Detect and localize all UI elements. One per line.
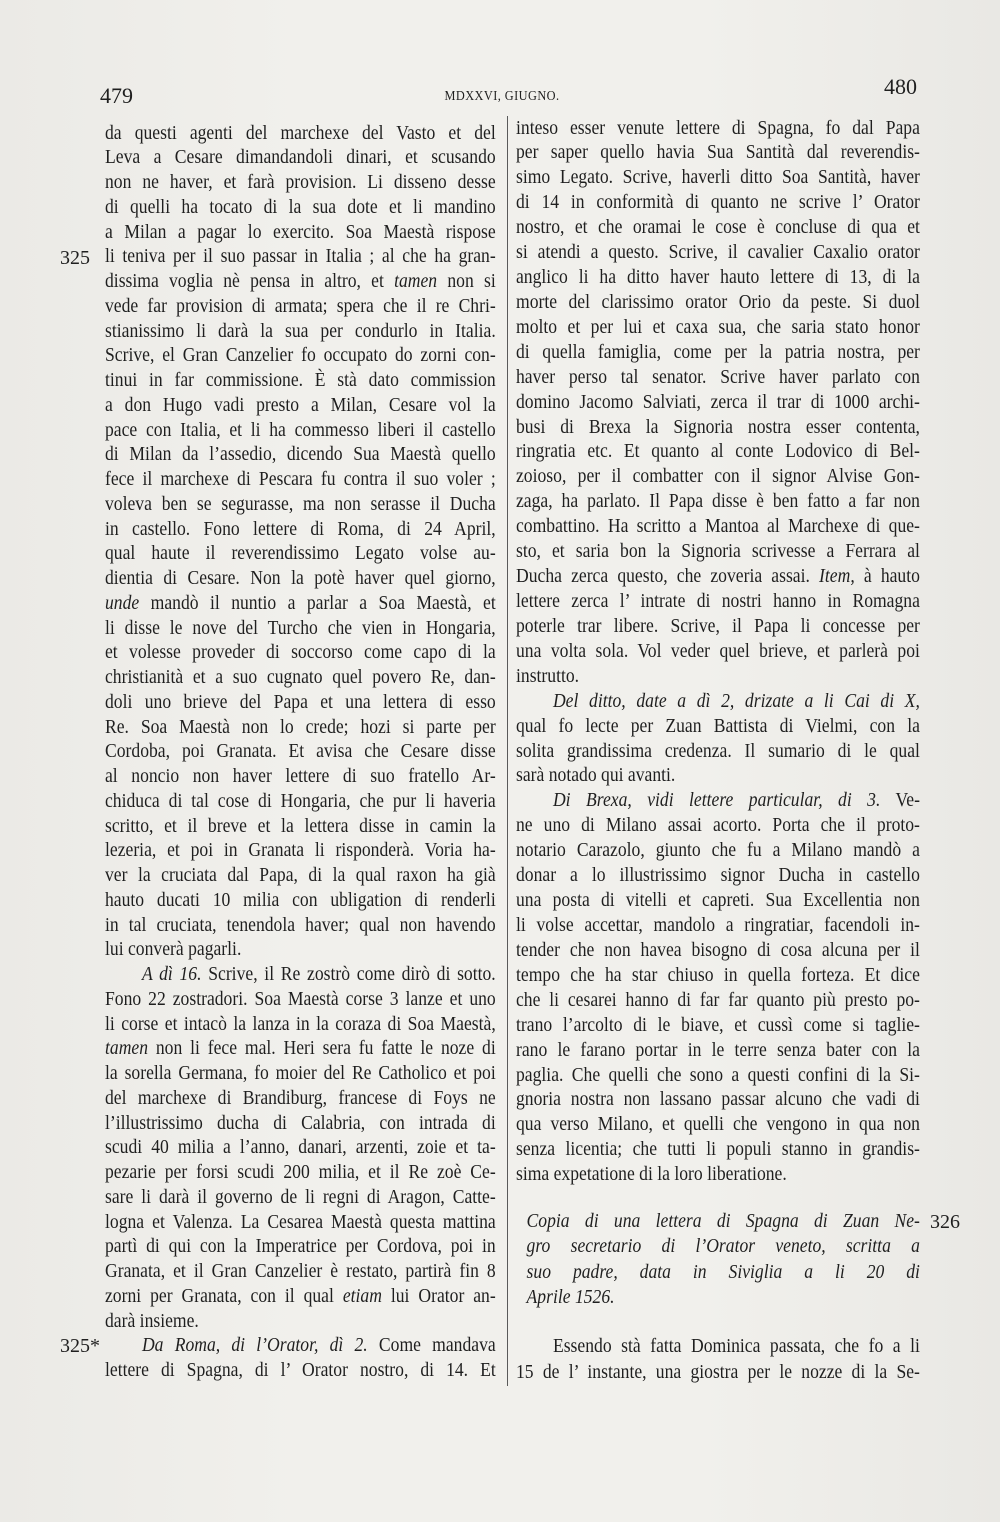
text-line: rano le farano portar in le terre senza bater con la [516,1038,920,1061]
text-line: che li cesarei hanno di far far quanto più presto po- [516,988,920,1011]
text-line: instrutto. [516,664,580,687]
text-line: lezeria, et poi in Granata li risponderà. Voria ha- [105,839,496,862]
text-line: suo padre, data in Siviglia a li 20 di [526,1260,920,1283]
roman-text: mandò il nuntio a parlar a Soa Maestà, et [139,591,496,614]
text-line: per saper quello havia Sua Santità dal reverendis- [516,141,920,164]
paragraph [516,788,920,1187]
text-line: et volesse proveder di soccorso come capo di la [105,641,496,664]
text-line: notario Carazolo, giunto che fu a Milano mandò a [516,839,920,862]
text-line: inteso esser venute lettere di Spagna, fo dal Papa [516,116,920,139]
text-line: anglico li ha ditto haver hauto lettere di 13, di la [516,266,920,289]
margin-folio-note: 325* [60,1335,100,1357]
text-line: li volse accettar, mandolo a ringratiar, facendoli in- [516,914,920,936]
text-line: stianissimo li darà la sua per condurlo in Italia. [105,319,496,342]
text-line: in castello. Fono lettere di Roma, di 24 April, [105,517,496,540]
italic-text: Di Brexa, vidi lettere particular, di 3. [552,789,881,812]
italic-text: unde [105,591,140,614]
roman-text: non si [437,270,496,293]
text-line: ver la cruciata dal Papa, di la qual raxon ha già [105,864,496,887]
text-line: tinui in far commissione. È stà dato commission [105,369,496,392]
text-line: sare li darà il governo de li regni di Aragon, Catte- [105,1185,496,1208]
text-line: Aprile 1526. [526,1285,615,1308]
text-line: lettere zerca l’ intrate di nostri hanno in Romagna [516,590,920,613]
text-line: si atendi a questo. Scrive, il cavalier Caxalio orator [516,241,920,264]
text-line: morte del clarissimo orator Orio da peste. Si duol [516,290,920,313]
text-line: haver perso tal senator. Scrive haver parlato con [516,365,920,388]
text-line: li teniva per il suo passar in Italia ; al che ha gran- [105,245,496,268]
roman-text: non li fece mal. Heri sera fu fatte le noze di [148,1037,496,1060]
text-line: a don Hugo vadi presto a Milan, Cesare vol la [105,393,496,416]
text-line: busi di Brexa la Signoria nostra esser contenta, [516,415,920,438]
right-column-text [516,116,920,1188]
text-line: ringratia etc. Et quanto al conte Lodovico di Bel- [516,440,920,463]
text-line: qua verso Milano, et quelli che vengono in qua non [516,1113,920,1136]
page-number-right: 480 [884,74,917,99]
text-line: gnoria nostra non lassano passar alcuno che vadi di [516,1088,920,1111]
roman-text: Ve- [880,789,920,812]
paragraph [516,689,920,789]
italic-text: Da Roma, di l’Orator, dì 2. [141,1334,368,1357]
paragraph [105,962,496,1333]
text-line: qual haute il reverendissimo Legato volse au- [105,542,496,565]
letter-opening [516,1333,920,1385]
text-line: christianità et a suo cugnato quel povero Re, dan- [105,666,496,689]
text-line: Fono 22 zostradori. Soa Maestà corse 3 lanze et uno [105,987,496,1010]
text-line: in tal cruciata, tenendola haver; qual non havendo [105,913,496,936]
text-line: combattino. Ha scritto a Mantoa al Marchexe di que- [516,515,920,538]
paragraph [516,1333,920,1385]
italic-text: etiam [342,1284,382,1307]
roman-text: dissima voglia nè pensa in altro, et [105,270,395,293]
paragraph [516,116,920,689]
column-divider [507,116,508,1386]
paragraph [105,121,496,963]
text-line: donar a lo illustrissimo signor Ducha in castello [516,864,920,887]
roman-text: zorni per Granata, con il qual [105,1284,343,1307]
text-line: li corse et intacò la lanza in la coraza di Soa Maestà, [105,1012,496,1035]
text-line: solita grandissima credenza. Il sumario di le qual [516,739,920,762]
letter-heading [516,1209,920,1310]
text-line: non ne haver, et farà provision. Li disseno desse [105,171,496,194]
running-head: MDXXVI, GIUGNO. [444,89,560,104]
italic-text: tamen [394,270,438,293]
text-line [516,788,920,813]
roman-text: Ducha zerca questo, che zoveria assai. [516,565,820,588]
text-line: chiduca di tal cose di Hongaria, che pur li haveria [105,789,496,812]
text-line: domino Jacomo Salviati, zerca il trar di 1000 archi- [516,390,920,413]
text-line: sto, et saria bon la Signoria scrivesse a Ferrara al [516,540,920,563]
text-line [105,1284,496,1309]
text-line: pezarie per forsi scudi 200 milia, et il Re zoè Ce- [105,1161,496,1184]
text-line: molto et per lui et caxa sua, che saria stato honor [516,315,920,338]
text-line: di quella famiglia, come per la patria nostra, per [516,340,920,363]
roman-text: Come mandava [367,1334,496,1357]
text-line: zoioso, per il combatter con il signor Alvise Gon- [516,465,920,488]
roman-text: Scrive, il Re zostrò come dirò di sotto. [201,963,496,986]
text-line [105,962,496,987]
italic-text: Del ditto, date a dì 2, drizate a li Cai di X, [552,689,920,712]
page-number-left: 479 [100,83,133,108]
text-line: Scrive, el Gran Canzelier fo occupato do zorni con- [105,344,496,367]
text-line: zaga, ha parlato. Il Papa disse è ben fatto a far non [516,490,920,513]
text-line: Cordoba, poi Granata. Et avisa che Cesare disse [105,740,496,763]
text-line: nostro, et che oramai le cose è concluse di qua et [516,216,920,239]
italic-text: A dì 16. [141,963,202,986]
text-line: senza licentia; che tutti li populi stanno in grandis- [516,1138,920,1161]
text-line: Copia di una lettera di Spagna di Zuan Ne- [526,1210,920,1232]
left-column-text [105,121,496,1383]
text-line: l’illustrissimo ducha di Calabria, con intrada di [105,1111,496,1134]
text-line: una posta di vitelli et capreti. Sua Excellentia non [516,889,920,912]
text-line: sarà notado qui avanti. [516,764,676,787]
text-line: qual fo lecte per Zuan Battista di Vielmi, con la [516,714,920,737]
text-line: lettere di Spagna, di l’ Orator nostro, di 14. Et [105,1359,496,1382]
text-line: vede far provision di armata; spera che il re Chri- [105,294,496,317]
text-line: al noncio non haver lettere di suo fratello Ar- [105,765,496,788]
text-line: doli uno brieve del Papa et una lettera di esso [105,690,496,713]
text-line [516,689,920,714]
roman-text: lui Orator an- [381,1284,496,1307]
text-line: lui converà pagarli. [105,938,242,961]
text-line: del marchexe di Brandiburg, francese di Foys ne [105,1086,496,1109]
text-line: scritto, et il breve et la lettera disse in camin la [105,814,496,837]
italic-text: tamen [105,1037,149,1060]
text-line: simo Legato. Scrive, haverli ditto Soa Santità, haver [516,166,920,189]
text-line: scudi 40 milia a l’anno, danari, arzenti, zoie et ta- [105,1136,496,1159]
margin-folio-note: 325 [60,247,90,269]
text-line [105,1036,496,1061]
text-line: Leva a Cesare dimandandoli dinari, et scusando [105,146,496,169]
text-line: gro secretario di l’Orator veneto, scritta a [526,1235,920,1258]
text-line: voleva ben se segurasse, ma non serasse il Ducha [105,492,496,515]
text-line: logna et Valenza. La Cesarea Maestà questa mattina [105,1210,496,1233]
text-line: hauto ducati 10 milia con ubligation di renderli [105,888,496,911]
paragraph [527,1209,920,1310]
text-line [105,1333,496,1358]
text-line: fece il marchexe di Pescara fu contra il suo voler ; [105,468,496,491]
text-line: ne uno di Milano assai acorto. Porta che il proto- [516,814,920,837]
text-line: di quelli ha tocato di la sua dote et li mandino [105,195,496,218]
text-line: 15 de l’ instante, una giostra per le nozze di la Se- [516,1361,920,1383]
text-line [105,591,496,616]
text-line: dientia di Cesare. Non la potè haver quel giorno, [105,567,496,590]
text-line [516,564,920,589]
text-line: a Milan a pagar lo exercito. Soa Maestà rispose [105,220,496,243]
text-line: di Milan da l’assedio, dicendo Sua Maestà quello [105,443,496,466]
text-line: poterle trar libere. Scrive, il Papa li concesse per [516,614,920,637]
text-line: li disse le nove del Turcho che vien in Hongaria, [105,616,496,639]
text-line: darà insieme. [105,1309,199,1332]
text-line: da questi agenti del marchexe del Vasto et del [105,121,496,144]
italic-text: Item, [819,565,855,588]
text-line: una volta sola. Vol veder quel brieve, et parlerà poi [516,639,920,662]
text-line: paglia. Che quelli che sono a questi confini di la Si- [516,1063,920,1086]
roman-text: à hauto [854,565,920,588]
text-line: Essendo stà fatta Dominica passata, che fo a li [552,1335,920,1357]
margin-folio-note: 326 [930,1211,960,1233]
text-line [105,269,496,294]
text-line: tempo che ha star chiuso in quella forteza. Et dice [516,963,920,986]
text-line: tender che non havea bisogno di cosa alcuna per il [516,938,920,961]
paragraph [105,1333,496,1383]
text-line: di 14 in conformità di quanto ne scrive l’ Orator [516,191,920,214]
text-line: partì di qui con la Imperatrice per Cordova, poi in [105,1235,496,1258]
text-line: la sorella Germana, fo moier del Re Catholico et poi [105,1062,496,1085]
text-line: trano l’arcolto di le biave, et cussì come si taglie- [516,1013,920,1036]
text-line: Re. Soa Maestà non lo crede; hozi si parte per [105,715,496,738]
text-line: pace con Italia, et li ha commesso liberi il castello [105,418,496,441]
text-line: sima expetatione di la loro liberatione. [516,1163,787,1186]
text-line: Granata, et il Gran Canzelier è restato, partirà fin 8 [105,1260,496,1283]
